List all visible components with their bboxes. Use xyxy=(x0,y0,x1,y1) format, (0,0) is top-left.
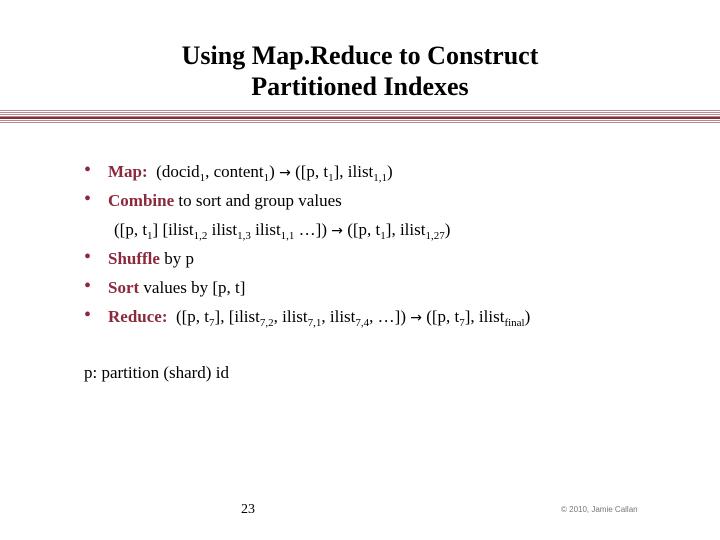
slide-title xyxy=(0,40,720,102)
bullet-dot-icon: • xyxy=(84,159,92,181)
slide-title-line-2: Partitioned Indexes xyxy=(251,72,469,101)
arrow-right-icon: → xyxy=(410,310,422,326)
copyright-notice: © 2010, Jamie Callan xyxy=(561,505,638,514)
keyword-combine: Combine xyxy=(108,191,175,210)
bullet-reduce-text: Reduce: ([p, $t_7$], [ilist$_{7,2}$, ilist$_{7,1}$, ilist$_{7,4}$, …]) → ([p, $t_7$], ilist$_{final}$) xyxy=(108,307,531,329)
keyword-reduce: Reduce: xyxy=(108,307,168,326)
bullet-dot-icon: • xyxy=(84,246,92,268)
keyword-shuffle: Shuffle xyxy=(108,249,160,268)
bullet-dot-icon: • xyxy=(84,304,92,326)
arrow-right-icon: → xyxy=(331,223,343,239)
keyword-sort: Sort xyxy=(108,278,140,297)
bullet-combine-text: Combine to sort and group values xyxy=(108,191,342,210)
bullet-combine-continuation-text: ([p, $t_1$] [ilist$_{1,2}$ ilist$_{1,3}$ ilist$_{1,1}$ …]) → ([p, $t_1$], ilist$_{1,27}$) xyxy=(114,220,451,242)
bullet-sort-text: Sort values by [p, t] xyxy=(108,278,246,297)
bullet-shuffle-text: Shuffle by p xyxy=(108,249,194,268)
slide-title-line-1: Using Map.Reduce to Construct xyxy=(181,41,539,70)
bullet-dot-icon: • xyxy=(84,188,92,210)
page-number: 23 xyxy=(241,502,255,517)
partition-note: p: partition (shard) id xyxy=(84,363,229,382)
bullet-dot-icon: • xyxy=(84,275,92,297)
keyword-map: Map: xyxy=(108,162,148,181)
title-divider-accent xyxy=(0,117,720,119)
bullet-map-text: Map: (docid$_1$, content$_1$) → ([p, $t_1$], ilist$_{1,1}$) xyxy=(108,162,393,184)
arrow-right-icon: → xyxy=(279,165,291,181)
